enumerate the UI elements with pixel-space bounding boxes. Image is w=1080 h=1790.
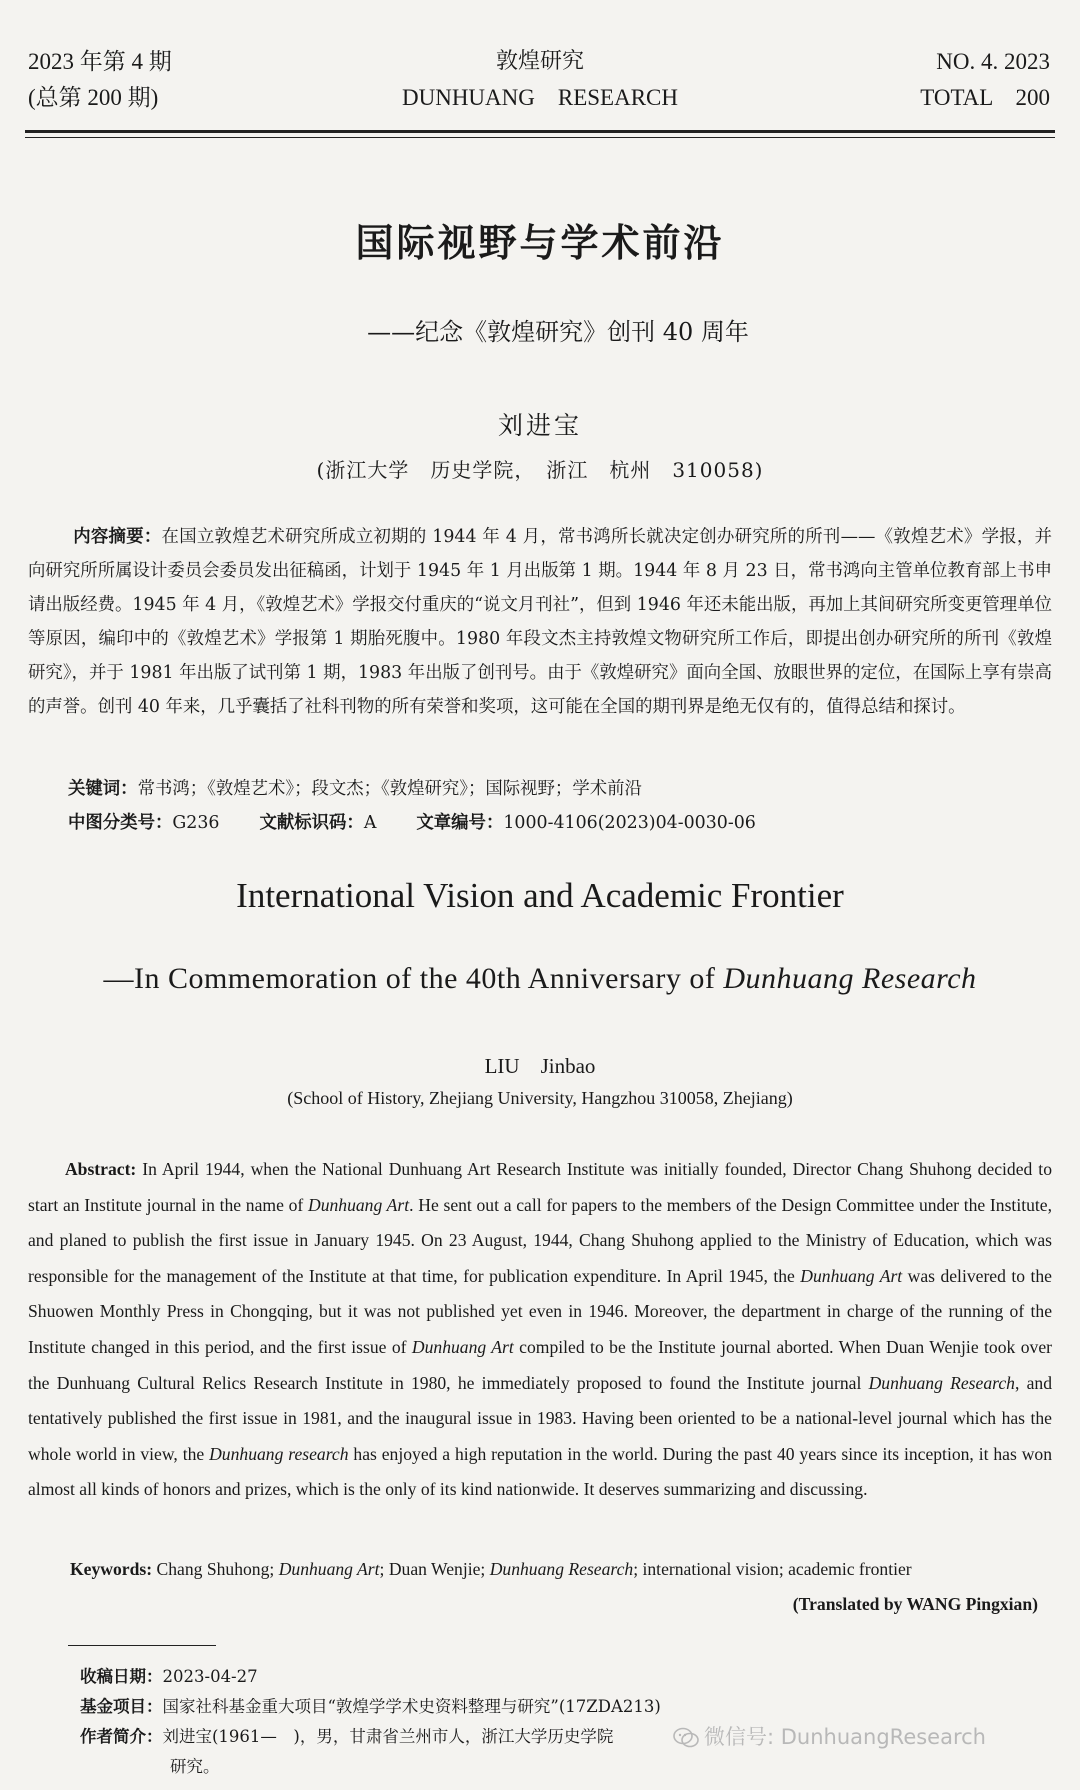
author-name: 刘进宝 [497, 411, 582, 440]
translator-credit: (Translated by WANG Pingxian) [792, 1594, 1038, 1614]
subtitle-en-text: —In Commemoration of the 40th Anniversary of [103, 962, 724, 995]
article-subtitle-en [0, 962, 1080, 996]
footnote-bio [80, 1722, 613, 1752]
clc-value: G236 [172, 813, 220, 833]
abstract-en-italic: Dunhuang Art [800, 1265, 903, 1286]
abstract-en-part: has enjoyed a high reputation in the world. During the past 40 years since its inception, it has won almost all kinds of honors and prizes, which is the only of its kind nationwide. It deserves summarizing and discussing. [28, 1443, 1053, 1500]
subtitle-en-journal: Dunhuang Research [723, 962, 977, 995]
keywords-cn-text: 常书鸿；《敦煌艺术》；段文杰；《敦煌研究》；国际视野；学术前沿 [137, 779, 642, 799]
keywords-en [70, 1552, 912, 1586]
footnote-bio-continued: 研究。 [170, 1757, 220, 1776]
keywords-en-italic: Dunhuang Research [489, 1559, 634, 1579]
abstract-en-italic: Dunhuang Research [868, 1372, 1015, 1393]
received-date: 2023-04-27 [162, 1667, 258, 1686]
journal-name-cn: 敦煌研究 [495, 49, 584, 74]
article-title-en: International Vision and Academic Frontier [236, 876, 844, 915]
watermark-text: 微信号: DunhuangResearch [704, 1725, 986, 1749]
doc-code-value: A [363, 813, 377, 833]
issue-number-en: NO. 4. 2023 [936, 49, 1050, 74]
author-name-en: LIU Jinbao [484, 1054, 596, 1078]
issue-info-en [920, 44, 1050, 116]
received-label: 收稿日期： [80, 1667, 163, 1686]
abstract-en-part: In April 1944, when the National Dunhuang Art Research Institute was initially founded, Director Chang Shuhong decided to start an Institute journal in the name of [28, 1159, 1052, 1215]
doc-code-label: 文献标识码： [259, 813, 364, 833]
article-subtitle: ——纪念《敦煌研究》创刊 40 周年 [367, 318, 749, 346]
abstract-cn [28, 520, 1052, 724]
abstract-en-italic: Dunhuang Art [411, 1336, 514, 1357]
keywords-en-part: ; international vision; academic frontier [633, 1559, 912, 1579]
abstract-cn-label: 内容摘要： [73, 527, 162, 547]
fund-label: 基金项目： [80, 1697, 163, 1716]
abstract-en-part: was delivered to the Shuowen Monthly Press in Chongqing, but it was not published yet even in 1946. Moreover, the department in charge of the running of the Institute changed in this period, and the first issue of [28, 1265, 1052, 1357]
bio-label: 作者简介： [80, 1727, 163, 1746]
article-number-label: 文章编号： [416, 813, 504, 833]
keywords-en-part: Chang Shuhong; [152, 1559, 279, 1579]
journal-name [0, 44, 1080, 116]
wechat-watermark [672, 1722, 986, 1752]
header-rule-thick [25, 130, 1055, 133]
footnote-received [80, 1662, 258, 1692]
abstract-en [28, 1152, 1052, 1508]
keywords-cn-label: 关键词： [68, 779, 138, 799]
classification-cn [68, 806, 756, 840]
abstract-en-label: Abstract: [64, 1159, 137, 1179]
wechat-icon [672, 1726, 700, 1750]
keywords-en-italic: Dunhuang Art [278, 1559, 380, 1579]
abstract-en-italic: Dunhuang Art [307, 1194, 410, 1215]
author-affiliation: (浙江大学 历史学院， 浙江 杭州 310058) [316, 458, 764, 482]
abstract-en-italic: Dunhuang research [209, 1443, 349, 1464]
author-affiliation-en: (School of History, Zhejiang University, Hangzhou 310058, Zhejiang) [287, 1088, 793, 1108]
abstract-cn-text: 在国立敦煌艺术研究所成立初期的 1944 年 4 月，常书鸿所长就决定创办研究所的所刊——《敦煌艺术》学报，并向研究所所属设计委员会委员发出征稿函，计划于 1945 年 1 月出版第 1 期。1944 年 8 月 23 日，常书鸿向主管单位教育部上书申请出版经费。1945 年 4 月，《敦煌艺术》学报交付重庆的“说文月刊社”，但到 1946 年还未能出版，再加上其间研究所变更管理单位等原因，编印中的《敦煌艺术》学报第 1 期胎死腹中。1980 年段文杰主持敦煌文物研究所工作后，即提出创办研究所的所刊《敦煌研究》，并于 1981 年出版了试刊第 1 期，1983 年出版了创刊号。由于《敦煌研究》面向全国、放眼世界的定位，在国际上享有崇高的声誉。创刊 40 年来，几乎囊括了社科刊物的所有荣誉和奖项，这可能在全国的期刊界是绝无仅有的，值得总结和探讨。 [28, 527, 1052, 717]
abstract-en-part: , and tentatively published the first issue in 1981, and the inaugural issue in 1983. Having been oriented to be a national-level journal which has the whole world in view, the [28, 1372, 1052, 1464]
keywords-cn [68, 772, 642, 806]
issue-year-number: 2023 年第 4 期 [28, 49, 172, 74]
journal-name-en: DUNHUANG RESEARCH [401, 85, 678, 110]
keywords-en-label: Keywords: [70, 1559, 153, 1579]
fund-value: 国家社科基金重大项目“敦煌学学术史资料整理与研究”(17ZDA213) [162, 1697, 661, 1716]
bio-value: 刘进宝(1961— )，男，甘肃省兰州市人，浙江大学历史学院 [162, 1727, 614, 1746]
issue-total: (总第 200 期) [28, 85, 159, 110]
keywords-en-part: ; Duan Wenjie; [379, 1559, 490, 1579]
footnote-fund [80, 1692, 661, 1722]
abstract-en-part: . He sent out a call for papers to the members of the Design Committee under the Institute, and planed to publish the first issue in January 1945. On 23 August, 1944, Chang Shuhong applied to the Ministry of Education, which was responsible for the management of the Institute at that time, for publication expenditure. In April 1945, the [28, 1194, 1052, 1286]
clc-label: 中图分类号： [68, 813, 173, 833]
header-rule-thin [25, 137, 1055, 138]
issue-total-en: TOTAL 200 [920, 85, 1050, 110]
abstract-en-part: compiled to be the Institute journal aborted. When Duan Wenjie took over the Dunhuang Cultural Relics Research Institute in 1980, he immediately proposed to found the Institute journal [28, 1336, 1052, 1393]
article-title: 国际视野与学术前沿 [355, 220, 725, 265]
article-number-value: 1000-4106(2023)04-0030-06 [503, 813, 756, 833]
footnote-rule [68, 1645, 216, 1646]
